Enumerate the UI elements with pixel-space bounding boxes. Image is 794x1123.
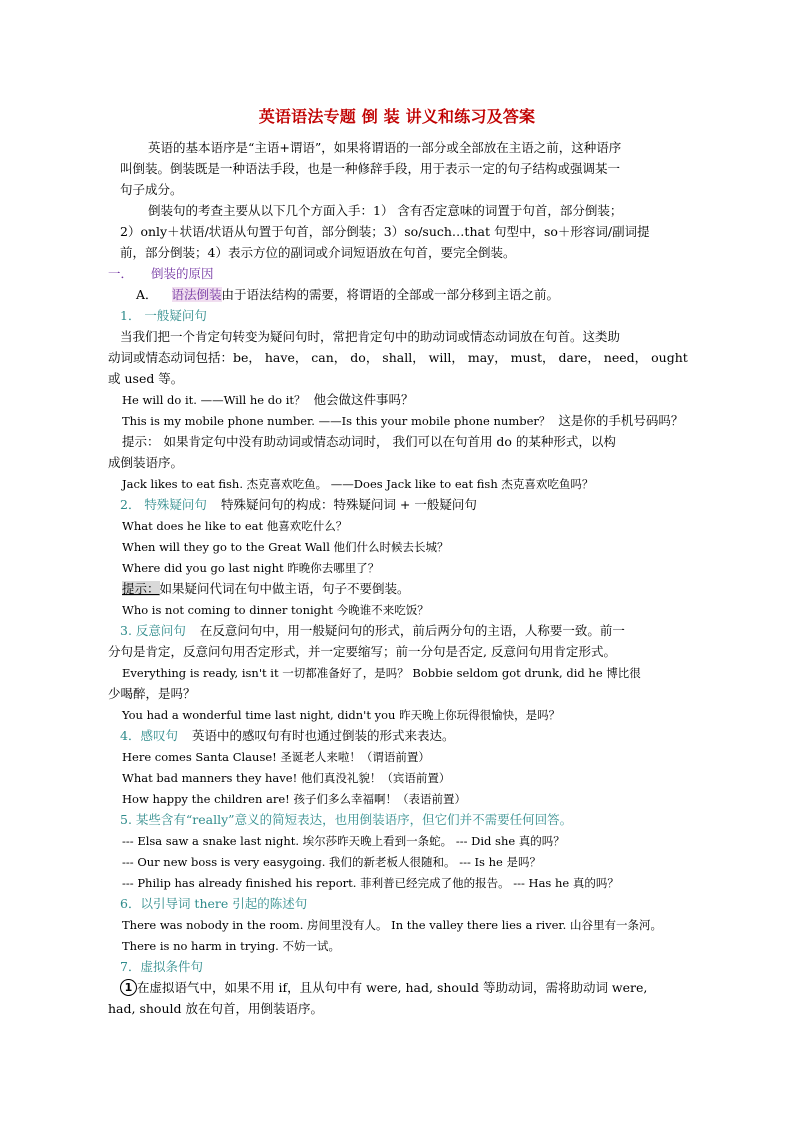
example-cn: 他会做这件事吗？ [313, 392, 414, 407]
item4-desc: 英语中的感叹句有时也通过倒装的形式来表达。 [191, 728, 455, 743]
intro-line: 英语的基本语序是“主语+谓语”，如果将谓语的一部分或全部放在主语之前，这种语序 [148, 140, 622, 155]
item6-heading: 6．以引导词 there 引起的陈述句 [120, 896, 308, 911]
item4-example: How happy the children are! 孩子们多么幸福啊！（表语前置） [122, 792, 466, 806]
example-en: He will do it. ——Will he do it？ [122, 393, 306, 407]
intro-line: 2）only＋状语/状语从句置于句首，部分倒装；3）so/such…that 句型中，so＋形容词/副词提 [120, 224, 650, 239]
item1-tip: 成倒装语序。 [108, 455, 184, 470]
item1-line: 或 used 等。 [108, 371, 184, 386]
item4-heading-line [120, 726, 454, 746]
section-heading [108, 264, 214, 284]
item3-text: 在反意问句中，用一般疑问句的形式，前后两分句的主语，人称要一致。前一 [199, 623, 625, 638]
item4-example: What bad manners they have! 他们真没礼貌！（宾语前置） [122, 771, 451, 785]
item5-example: --- Our new boss is very easygoing. 我们的新老板人很随和。 --- Is he 是吗？ [122, 855, 541, 869]
item1-line: 当我们把一个肯定句转变为疑问句时，常把肯定句中的助动词或情态动词放在句首。这类助 [120, 329, 621, 344]
section-a-term: 语法倒装 [171, 287, 222, 302]
item5-example: --- Elsa saw a snake last night. 埃尔莎昨天晚上看到一条蛇。 --- Did she 真的吗？ [122, 834, 565, 848]
section-a-line [136, 285, 559, 305]
item3-heading-line [120, 621, 625, 641]
item1-line: 动词或情态动词包括：be， have， can， do， shall， will， may， must， dare， need， ought [108, 350, 688, 365]
document-title: 英语语法专题 倒 装 讲义和练习及答案 [258, 107, 536, 126]
intro-line: 句子成分。 [120, 182, 183, 197]
item1-heading: 1． 一般疑问句 [120, 308, 207, 323]
item2-example: Who is not coming to dinner tonight 今晚谁不来吃饭？ [122, 603, 429, 617]
item1-example [122, 390, 414, 410]
item2-heading-line [120, 495, 477, 515]
item4-example: Here comes Santa Clause! 圣诞老人来啦！（谓语前置） [122, 750, 430, 764]
item6-example: There was nobody in the room. 房间里没有人。 In the valley there lies a river. 山谷里有一条河。 [122, 918, 662, 932]
item1-tip: 提示： 如果肯定句中没有助动词或情态动词时， 我们可以在句首用 do 的某种形式，以构 [122, 434, 616, 449]
item2-tip [122, 579, 410, 599]
item7-text: 在虚拟语气中，如果不用 if，且从句中有 were, had, should 等助动词，需将助动词 were, [137, 980, 648, 995]
intro-line: 叫倒装。倒装既是一种语法手段，也是一种修辞手段，用于表示一定的句子结构或强调某一 [120, 161, 621, 176]
item4-heading: 4．感叹句 [120, 728, 178, 743]
section-number: 一． [108, 266, 134, 281]
section-heading-text: 倒装的原因 [151, 266, 214, 281]
item2-example: Where did you go last night 昨晚你去哪里了？ [122, 561, 380, 575]
item2-example: When will they go to the Great Wall 他们什么时候去长城？ [122, 540, 449, 554]
intro-line: 倒装句的考查主要从以下几个方面入手：1） 含有否定意味的词置于句首，部分倒装； [148, 203, 623, 218]
example-en: This is my mobile phone number. ——Is this your mobile phone number？ [122, 414, 551, 428]
item7-heading: 7．虚拟条件句 [120, 959, 203, 974]
item5-example: --- Philip has already finished his report. 菲利普已经完成了他的报告。 --- Has he 真的吗？ [122, 876, 619, 890]
intro-line: 前，部分倒装；4）表示方位的副词或介词短语放在句首，要完全倒装。 [120, 245, 516, 260]
item1-example: Jack likes to eat fish. 杰克喜欢吃鱼。 ——Does Jack like to eat fish 杰克喜欢吃鱼吗？ [122, 477, 594, 491]
item1-example [122, 411, 683, 431]
item2-example: What does he like to eat 他喜欢吃什么？ [122, 519, 348, 533]
example-cn: 这是你的手机号码吗？ [558, 413, 684, 428]
item7-line: had, should 放在句首，用倒装语序。 [108, 1001, 323, 1016]
item3-heading: 3. 反意问句 [120, 623, 186, 638]
tip-label: 提示： [122, 581, 160, 596]
item3-example: 少喝醉，是吗？ [108, 686, 196, 701]
tip-text: 如果疑问代词在句中做主语，句子不要倒装。 [159, 581, 410, 596]
circled-number-one: 1 [120, 979, 137, 996]
item6-example: There is no harm in trying. 不妨一试。 [122, 939, 340, 953]
item5-heading: 5. 某些含有“really”意义的简短表达，也用倒装语序，但它们并不需要任何回答。 [120, 812, 573, 827]
item2-heading: 2． 特殊疑问句 [120, 497, 207, 512]
item7-line [120, 978, 647, 998]
item3-line: 分句是肯定，反意问句用否定形式，并一定要缩写；前一分句是否定, 反意问句用肯定形式。 [108, 644, 616, 659]
section-a-text: 由于语法结构的需要，将谓语的全部或一部分移到主语之前。 [221, 287, 560, 302]
section-a-label: A． [136, 287, 158, 302]
item2-desc: 特殊疑问句的构成：特殊疑问词 + 一般疑问句 [220, 497, 477, 512]
item3-example: Everything is ready, isn't it 一切都准备好了，是吗？ Bobbie seldom got drunk, did he 博比很 [122, 666, 641, 680]
item3-example: You had a wonderful time last night, didn't you 昨天晚上你玩得很愉快，是吗？ [122, 708, 561, 722]
